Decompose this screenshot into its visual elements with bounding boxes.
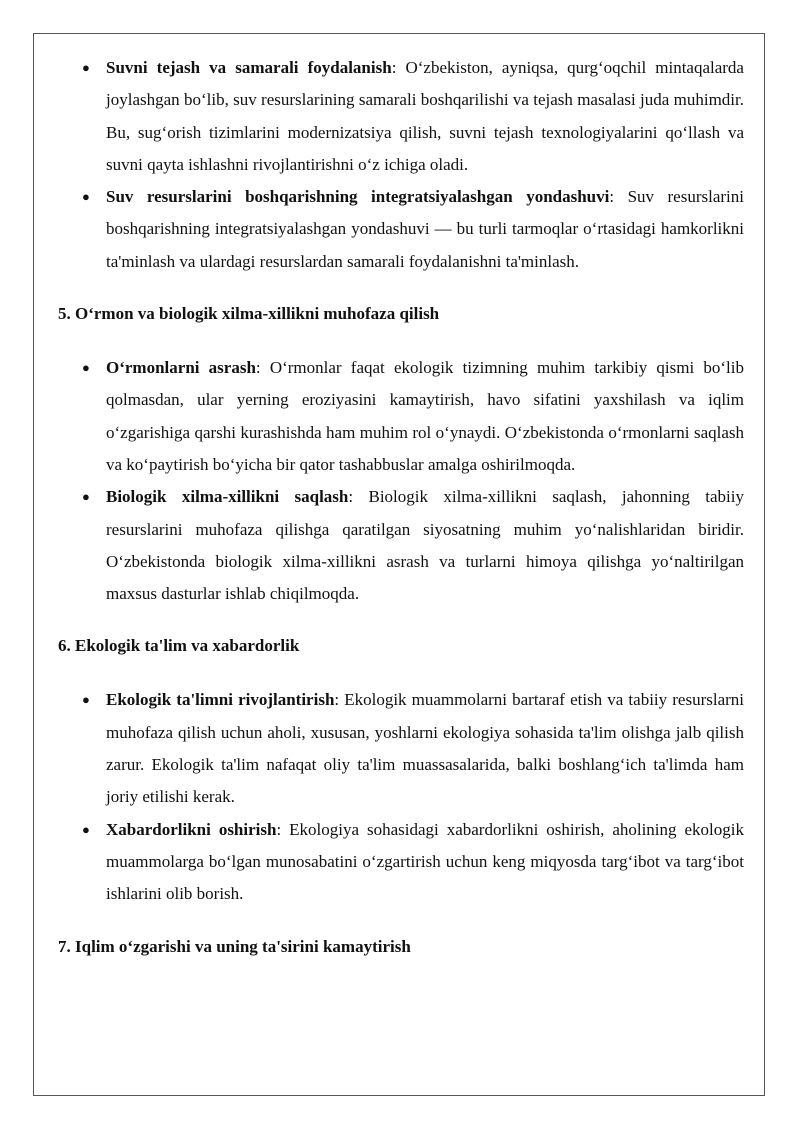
item-text: : O‘rmonlar faqat ekologik tizimning muhim tarkibiy qismi bo‘lib qolmasdan, ular yerning eroziyasini kamaytirish, havo sifatini yaxshilash va iqlim o‘zgarishiga qarshi kurashishda ham muhim rol o‘ynaydi. O‘zbekistonda o‘rmonlarni saqlash va ko‘paytirish bo‘yicha bir qator tashabbuslar amalga oshirilmoqda. [106, 358, 744, 474]
section6-bullet-list [58, 684, 744, 910]
list-item [58, 352, 744, 481]
list-item [58, 814, 744, 911]
bold-term: Ekologik ta'limni rivojlantirish [106, 690, 335, 710]
bullet-icon: ● [82, 60, 90, 75]
bold-term: Biologik xilma-xillikni saqlash [106, 487, 349, 507]
list-item [58, 481, 744, 610]
intro-bullet-list [58, 52, 744, 278]
bullet-icon: ● [82, 692, 90, 708]
section-heading-5: 5. O‘rmon va biologik xilma-xillikni muhofaza qilish [58, 304, 440, 324]
bullet-icon: ● [82, 489, 90, 505]
section-heading-6: 6. Ekologik ta'lim va xabardorlik [58, 636, 300, 656]
list-item [58, 684, 744, 813]
item-text: : Ekologik muammolarni bartaraf etish va tabiiy resurslarni muhofaza qilish uchun aholi, xususan, yoshlarni ekologiya sohasida ta'lim olishga jalb qilish zarur. Ekologik ta'lim nafaqat oliy ta'lim muassasalarida, balki boshlang‘ich ta'limda ham joriy etilishi kerak. [106, 690, 744, 807]
item-text: : Ekologiya sohasidagi xabardorlikni oshirish, aholining ekologik muammolarga bo‘lgan munosabatini o‘zgartirish uchun keng miqyosda targ‘ibot va targ‘ibot ishlarini olib borish. [106, 819, 744, 904]
section5-bullet-list [58, 352, 744, 610]
bullet-icon: ● [82, 360, 90, 376]
bold-term: Xabardorlikni oshirish [106, 819, 277, 839]
item-text: : Suv resurslarini boshqarishning integratsiyalashgan yondashuvi — bu turli tarmoqlar o‘rtasidagi hamkorlikni ta'minlash va ulardagi resurslardan samarali foydalanishni ta'minlash. [106, 187, 744, 271]
bold-term: O‘rmonlarni asrash [106, 358, 256, 378]
section-heading-7: 7. Iqlim o‘zgarishi va uning ta'sirini kamaytirish [58, 936, 411, 956]
list-item [58, 52, 744, 181]
bold-term: Suvni tejash va samarali foydalanish [106, 58, 392, 77]
item-text: : Biologik xilma-xillikni saqlash, jahonning tabiiy resurslarini muhofaza qilishga qaratilgan siyosatning muhim yo‘nalishlaridan biridir. O‘zbekistonda biologik xilma-xillikni asrash va turlarni himoya qilishga yo‘naltirilgan maxsus dasturlar ishlab chiqilmoqda. [106, 487, 744, 604]
bullet-icon: ● [82, 189, 90, 205]
item-text: : O‘zbekiston, ayniqsa, qurg‘oqchil mintaqalarda joylashgan bo‘lib, suv resurslarining samarali boshqarilishi va tejash masalasi juda muhimdir. Bu, sug‘orish tizimlarini modernizatsiya qilish, suvni tejash texnologiyalarini qo‘llash va suvni qayta ishlashni rivojlantirishni o‘z ichiga oladi. [106, 58, 744, 174]
list-item [58, 181, 744, 278]
document-body [58, 52, 744, 963]
bold-term: Suv resurslarini boshqarishning integratsiyalashgan yondashuvi [106, 187, 610, 207]
bullet-icon: ● [82, 821, 90, 837]
